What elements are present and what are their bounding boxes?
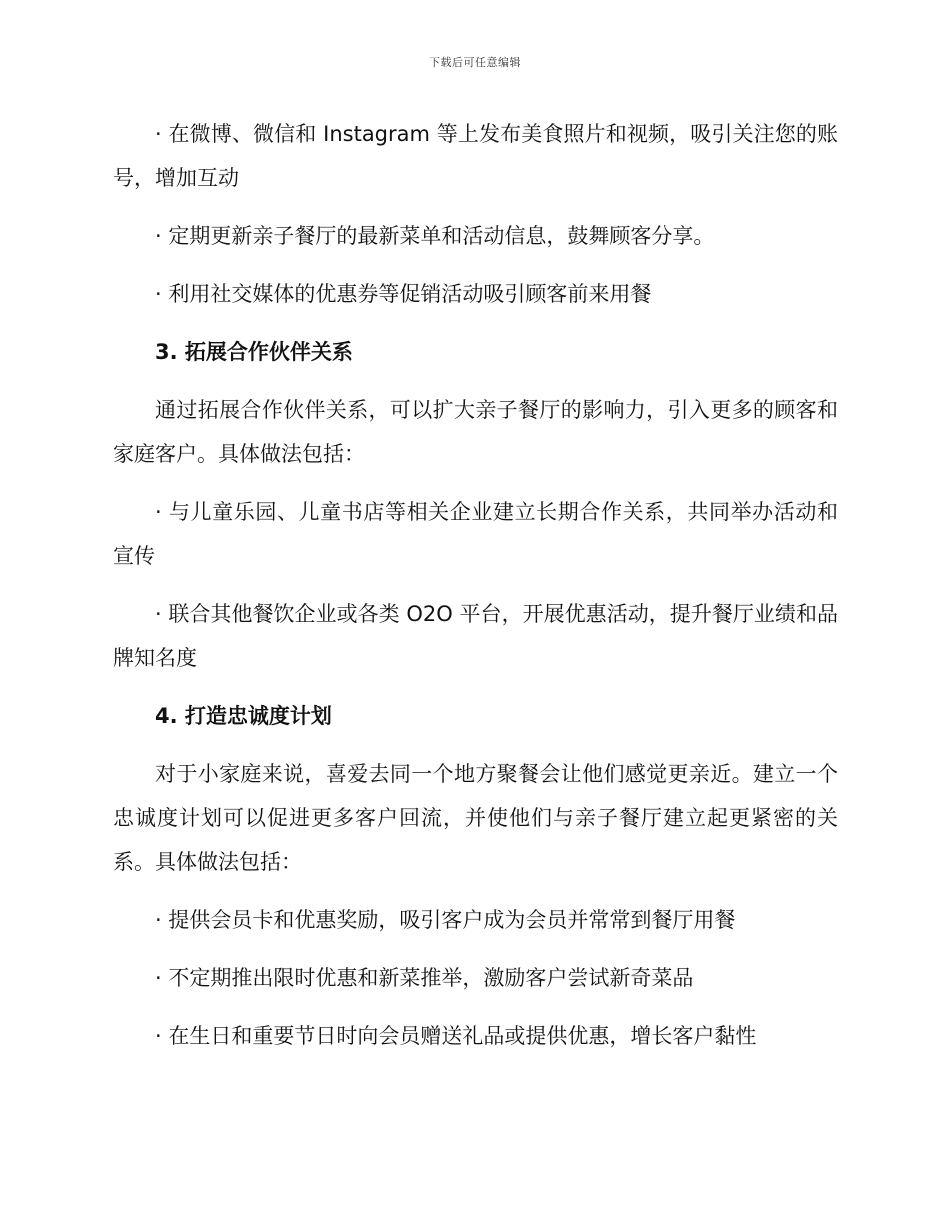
header-note: 下载后可任意编辑 xyxy=(429,56,521,69)
section-heading: 4. 打造忠诚度计划 xyxy=(155,704,332,728)
bullet-paragraph: · 在生日和重要节日时向会员赠送礼品或提供优惠，增长客户黏性 xyxy=(155,1024,757,1048)
bullet-paragraph: · 在微博、微信和 Instagram 等上发布美食照片和视频，吸引关注您的账号，增加互动 xyxy=(113,122,838,190)
bullet-paragraph: · 联合其他餐饮企业或各类 O2O 平台，开展优惠活动，提升餐厅业绩和品牌知名度 xyxy=(113,602,838,670)
bullet-paragraph: · 定期更新亲子餐厅的最新菜单和活动信息，鼓舞顾客分享。 xyxy=(155,224,715,248)
bullet-paragraph: · 提供会员卡和优惠奖励，吸引客户成为会员并常常到餐厅用餐 xyxy=(155,908,736,932)
bullet-paragraph: · 不定期推出限时优惠和新菜推举，激励客户尝试新奇菜品 xyxy=(155,966,694,990)
body-paragraph: 通过拓展合作伙伴关系，可以扩大亲子餐厅的影响力，引入更多的顾客和家庭客户。具体做法包括： xyxy=(113,398,838,466)
document-body xyxy=(113,112,838,1072)
bullet-paragraph: · 利用社交媒体的优惠券等促销活动吸引顾客前来用餐 xyxy=(155,282,652,306)
section-heading: 3. 拓展合作伙伴关系 xyxy=(155,340,353,364)
bullet-paragraph: · 与儿童乐园、儿童书店等相关企业建立长期合作关系，共同举办活动和宣传 xyxy=(113,500,838,568)
body-paragraph: 对于小家庭来说，喜爱去同一个地方聚餐会让他们感觉更亲近。建立一个忠诚度计划可以促进更多客户回流，并使他们与亲子餐厅建立起更紧密的关系。具体做法包括： xyxy=(113,762,838,874)
